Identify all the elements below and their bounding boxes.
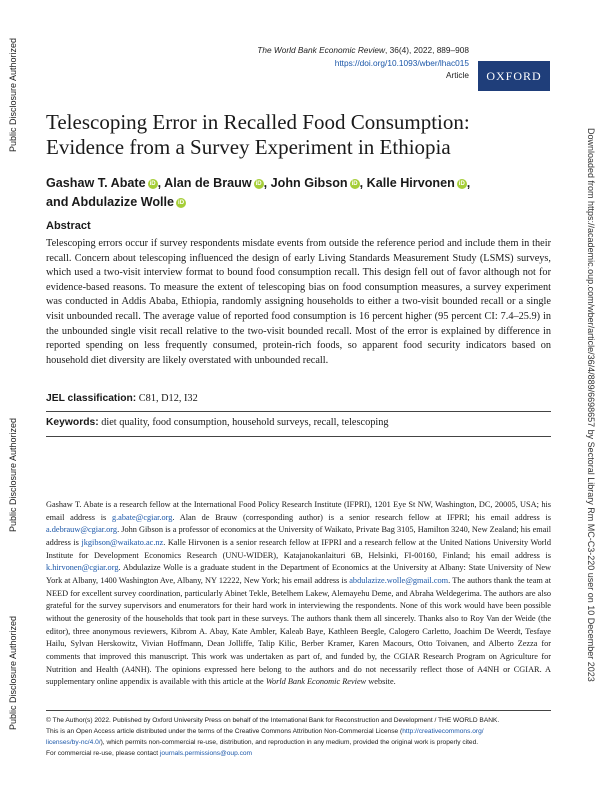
section-divider [46, 436, 551, 437]
copyright-line: © The Author(s) 2022. Published by Oxford University Press on behalf of the International Bank for Reconstruction and Development / THE WORLD BANK. [46, 717, 500, 724]
license-divider [46, 710, 551, 711]
email-link[interactable]: k.hirvonen@cgiar.org [46, 563, 119, 573]
license-text: ), which permits non-commercial re-use, distribution, and reproduction in any medium, provided the original work is properly cited. [100, 739, 479, 747]
doi-link[interactable]: https://doi.org/10.1093/wber/lhac015 [334, 57, 469, 68]
title-line-1: Telescoping Error in Recalled Food Consumption: [46, 110, 470, 134]
journal-header [257, 44, 469, 82]
orcid-icon[interactable]: iD [255, 181, 262, 187]
footnote-text: . The authors thank the team at NEED for excellent survey coordination, particularly Abinet Tekle, Betelhem Lakew, Alemayehu Deme, and Abraha Weldegerima. The authors are also grateful for the survey supervisors and enumerators for their hard work in interviewing the respondents. None of this work would have been possible without the generosity of the households that took part in these surveys. The authors thank them all sincerely. Thanks also to Roy Van der Weide (the editor), three anonymous reviewers, Kibrom A. Abay, Kate Ambler, Kaleab Baye, Kathleen Beegle, Calogero Carletto, Joachim De Weerdt, Tesfaye Hailu, Sylvan Herskowitz, Vivian Hoffmann, Dean Jolliffe, Talip Kilic, Berber Kramer, Karen Macours, Otto Toivanen, and Alberto Zezza for comments that improved this manuscript. This work was undertaken as part of, and funded by, the CGIAR Research Program on Agriculture for Nutrition and Health (A4NH). The opinions expressed here belong to the authors and do not necessarily reflect those of A4NH or CGIAR. A supplementary online appendix is available with this article at the [46, 575, 552, 687]
section-divider [46, 411, 551, 412]
abstract-text: Telescoping errors occur if survey respondents misdate events from outside the reference period and include them in their recall. Concern about telescoping influenced the design of early Living Standards Measurement Study (LSMS) surveys, which used a two-visit interview format to bound food consumption recall. This design fell out of favor although not for evidence-based reasons. To measure the extent of telescoping bias on food consumption measures, a survey experiment was conducted in Addis Ababa, Ethiopia, randomly assigning households to either a two-visit bounded recall or a single visit unbounded recall. The average value of reported food consumption is 16 percent higher (95 percent CI: 7.4–25.9) in the unbounded single visit recall relative to the two-visit bounded recall. Most of the error is explained by difference in reported spending on less frequently consumed, protein-rich foods, so apparent food security indicators based on household diet diversity are likely overstated with unbounded recall. [46, 238, 551, 366]
email-link[interactable]: jkgibson@waikato.ac.nz [81, 537, 164, 547]
orcid-icon[interactable]: iD [351, 181, 358, 187]
email-link[interactable]: abdulazize.wolle@gmail.com [349, 575, 449, 585]
author-name: Gashaw T. Abate [46, 176, 146, 190]
author-separator: , [359, 176, 367, 190]
oxford-logo: OXFORD [478, 61, 550, 91]
title-line-2: Evidence from a Survey Experiment in Ethiopia [46, 135, 451, 159]
author-separator: , [157, 176, 165, 190]
orcid-icon[interactable]: iD [149, 181, 156, 187]
keywords [46, 417, 389, 428]
keywords-list: diet quality, food consumption, household surveys, recall, telescoping [98, 417, 389, 428]
paper-title [46, 110, 546, 160]
license-text: For commercial re-use, please contact [46, 750, 160, 758]
keywords-label: Keywords: [46, 417, 99, 428]
journal-name: The World Bank Economic Review [257, 45, 386, 55]
disclosure-stamp-middle: Public Disclosure Authorized [8, 417, 18, 532]
footnote-text: . John Gibson is a professor of economics at the University of Waikato, Private Bag 3105, Hamilton 3240, New Zealand; his email address is [46, 525, 551, 547]
disclosure-stamp-bottom: Public Disclosure Authorized [8, 615, 18, 730]
abstract-heading: Abstract [46, 220, 91, 232]
jel-classification [46, 393, 198, 404]
author-separator: , [263, 176, 271, 190]
footnote-text: . Kalle Hirvonen is a senior research fellow at IFPRI and a research fellow at the United Nations University World Institute for Development Economics Research (UNU-WIDER), Katajanokanlaituri 6B, Helsinki, FI-00160, Finland; his email address is [46, 537, 551, 560]
author-name: and Abdulazize Wolle [46, 194, 175, 209]
license-notice [46, 715, 556, 759]
email-link[interactable]: g.abate@cgiar.org [111, 512, 173, 522]
jel-label: JEL classification: [46, 393, 137, 404]
footnote-text: website. [366, 677, 396, 687]
disclosure-stamp-top: Public Disclosure Authorized [8, 37, 18, 152]
author-name: Kalle Hirvonen [366, 176, 455, 190]
article-type: Article [445, 70, 469, 80]
journal-citation [257, 44, 469, 57]
email-link[interactable]: a.debrauw@cgiar.org [46, 525, 118, 535]
jel-codes: C81, D12, I32 [136, 393, 198, 404]
footnote-text: . Alan de Brauw (corresponding author) is a senior research fellow at IFPRI; his email address is [172, 512, 551, 522]
footnote-text: Gashaw T. Abate is a research fellow at the International Food Policy Research Institute (IFPRI), 1201 Eye St NW, Washington, DC, 20005, USA; his email address is [46, 500, 551, 522]
license-link[interactable]: http://creativecommons.org/ [402, 728, 484, 736]
author-separator: , [466, 176, 471, 190]
author-list [46, 174, 566, 211]
download-watermark: Downloaded from https://academic.oup.com/wber/article/36/4/889/6698657 by Sectoral Library Rm MC-C3-220 user on 10 December 2023 [586, 128, 596, 682]
license-link[interactable]: licenses/by-nc/4.0/ [46, 739, 101, 747]
author-name: John Gibson [270, 176, 348, 190]
journal-volume: , 36(4), 2022, 889–908 [385, 45, 469, 55]
license-text: This is an Open Access article distributed under the terms of the Creative Commons Attribution Non-Commercial License ( [46, 728, 403, 736]
orcid-icon[interactable]: iD [178, 199, 185, 206]
footnote-text: . Abdulazize Wolle is a graduate student in the Department of Economics at the University at Albany: State University of New York at Albany, 1400 Washington Ave, Albany, NY 12222, New York; his email address is [46, 563, 551, 585]
author-affiliations-footnote [46, 499, 551, 689]
permissions-email-link[interactable]: journals.permissions@oup.com [159, 750, 253, 758]
author-name: Alan de Brauw [164, 176, 252, 190]
journal-name-italic: World Bank Economic Review [265, 677, 367, 687]
orcid-icon[interactable]: iD [458, 181, 465, 187]
